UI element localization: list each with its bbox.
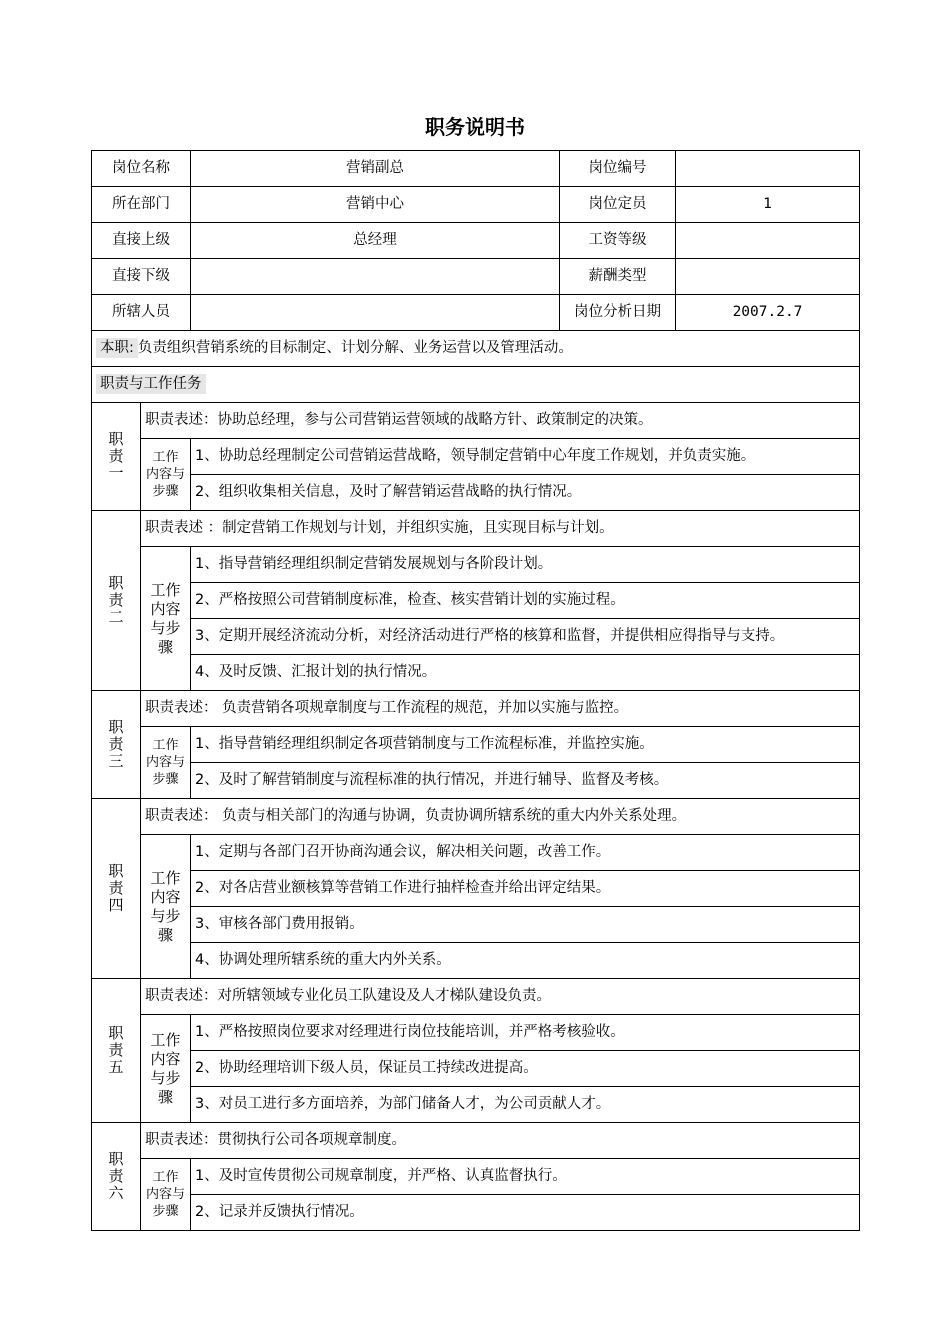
duty-2-task-4: 4、及时反馈、汇报计划的执行情况。 [191,655,860,691]
dept-value: 营销中心 [191,187,560,223]
duty-3-task-2: 2、及时了解营销制度与流程标准的执行情况，并进行辅导、监督及考核。 [191,763,860,799]
salary-grade-value [676,223,860,259]
headcount-label: 岗位定员 [560,187,676,223]
pay-type-label: 薪酬类型 [560,259,676,295]
duty-1-desc: 职责表述：协助总经理，参与公司营销运营领域的战略方针、政策制定的决策。 [141,403,860,439]
duty-1-sub-label: 工作 内容与 步骤 [141,439,191,511]
duty-6-task-row [92,1195,860,1231]
duty-2-task-row [92,583,860,619]
duty-4-task-row [92,835,860,871]
duty-5-desc: 职责表述：对所辖领域专业化员工队建设及人才梯队建设负责。 [141,979,860,1015]
summary-row [92,331,860,367]
headcount-value: 1 [676,187,860,223]
duty-3-desc: 职责表述： 负责营销各项规章制度与工作流程的规范，并加以实施与监控。 [141,691,860,727]
duty-5-task-1: 1、严格按照岗位要求对经理进行岗位技能培训，并严格考核验收。 [191,1015,860,1051]
job-description-table [91,150,860,1231]
duty-6-task-row [92,1159,860,1195]
duty-2-task-row [92,619,860,655]
duty-4-task-row [92,943,860,979]
duty-2-task-2: 2、严格按照公司营销制度标准，检查、核实营销计划的实施过程。 [191,583,860,619]
duty-4-desc: 职责表述： 负责与相关部门的沟通与协调，负责协调所辖系统的重大内外关系处理。 [141,799,860,835]
duty-1-task-row [92,475,860,511]
document-title: 职务说明书 [425,115,525,139]
duty-4-task-1: 1、定期与各部门召开协商沟通会议，解决相关问题，改善工作。 [191,835,860,871]
duty-4-task-2: 2、对各店营业额核算等营销工作进行抽样检查并给出评定结果。 [191,871,860,907]
duty-2-task-row [92,547,860,583]
duty-5-task-3: 3、对员工进行多方面培养，为部门储备人才，为公司贡献人才。 [191,1087,860,1123]
duty-2-sub-label: 工作 内容 与步 骤 [141,547,191,691]
duty-3-desc-row [92,691,860,727]
info-row-position [92,151,860,187]
analysis-date-label: 岗位分析日期 [560,295,676,331]
duty-6-task-2: 2、记录并反馈执行情况。 [191,1195,860,1231]
duty-2-task-1: 1、指导营销经理组织制定营销发展规划与各阶段计划。 [191,547,860,583]
subordinate-label: 直接下级 [92,259,191,295]
salary-grade-label: 工资等级 [560,223,676,259]
duty-5-task-2: 2、协助经理培训下级人员，保证员工持续改进提高。 [191,1051,860,1087]
duty-5-task-row [92,1087,860,1123]
analysis-date-value: 2007.2.7 [676,295,860,331]
duty-3-label: 职 责 三 [92,691,141,799]
superior-value: 总经理 [191,223,560,259]
pay-type-value [676,259,860,295]
superior-label: 直接上级 [92,223,191,259]
duty-5-desc-row [92,979,860,1015]
duty-4-label: 职 责 四 [92,799,141,979]
duty-3-task-row [92,763,860,799]
info-row-staff [92,295,860,331]
duties-header-row [92,367,860,403]
duty-4-sub-label: 工作 内容 与步 骤 [141,835,191,979]
duty-4-task-row [92,871,860,907]
subordinate-value [191,259,560,295]
position-name-value: 营销副总 [191,151,560,187]
duty-1-task-2: 2、组织收集相关信息，及时了解营销运营战略的执行情况。 [191,475,860,511]
duty-2-task-3: 3、定期开展经济流动分析，对经济活动进行严格的核算和监督，并提供相应得指导与支持。 [191,619,860,655]
duty-6-desc-row [92,1123,860,1159]
duty-1-label: 职 责 一 [92,403,141,511]
duty-3-task-row [92,727,860,763]
duty-4-desc-row [92,799,860,835]
position-no-label: 岗位编号 [560,151,676,187]
duty-3-task-1: 1、指导营销经理组织制定各项营销制度与工作流程标准，并监控实施。 [191,727,860,763]
duties-header: 职责与工作任务 [96,374,206,394]
dept-label: 所在部门 [92,187,191,223]
duty-1-desc-row [92,403,860,439]
duty-3-sub-label: 工作 内容与 步骤 [141,727,191,799]
duty-4-task-row [92,907,860,943]
duty-1-task-row [92,439,860,475]
info-row-dept [92,187,860,223]
info-row-subordinate [92,259,860,295]
duty-2-desc: 职责表述 ：制定营销工作规划与计划，并组织实施，且实现目标与计划。 [141,511,860,547]
duty-1-task-1: 1、协助总经理制定公司营销运营战略，领导制定营销中心年度工作规划，并负责实施。 [191,439,860,475]
duty-6-task-1: 1、及时宣传贯彻公司规章制度，并严格、认真监督执行。 [191,1159,860,1195]
summary-label: 本职: [96,338,138,358]
duty-4-task-4: 4、协调处理所辖系统的重大内外关系。 [191,943,860,979]
duty-6-label: 职 责 六 [92,1123,141,1231]
duty-6-sub-label: 工作 内容与 步骤 [141,1159,191,1231]
duty-2-label: 职 责 二 [92,511,141,691]
duty-5-task-row [92,1051,860,1087]
duties-header-cell [92,367,860,403]
duty-4-task-3: 3、审核各部门费用报销。 [191,907,860,943]
position-no-value [676,151,860,187]
duty-2-task-row [92,655,860,691]
staff-value [191,295,560,331]
summary-cell [92,331,860,367]
duty-5-sub-label: 工作 内容 与步 骤 [141,1015,191,1123]
summary-text: 负责组织营销系统的目标制定、计划分解、业务运营以及管理活动。 [137,340,573,356]
staff-label: 所辖人员 [92,295,191,331]
duty-5-task-row [92,1015,860,1051]
position-name-label: 岗位名称 [92,151,191,187]
duty-2-desc-row [92,511,860,547]
duty-5-label: 职 责 五 [92,979,141,1123]
info-row-superior [92,223,860,259]
duty-6-desc: 职责表述：贯彻执行公司各项规章制度。 [141,1123,860,1159]
